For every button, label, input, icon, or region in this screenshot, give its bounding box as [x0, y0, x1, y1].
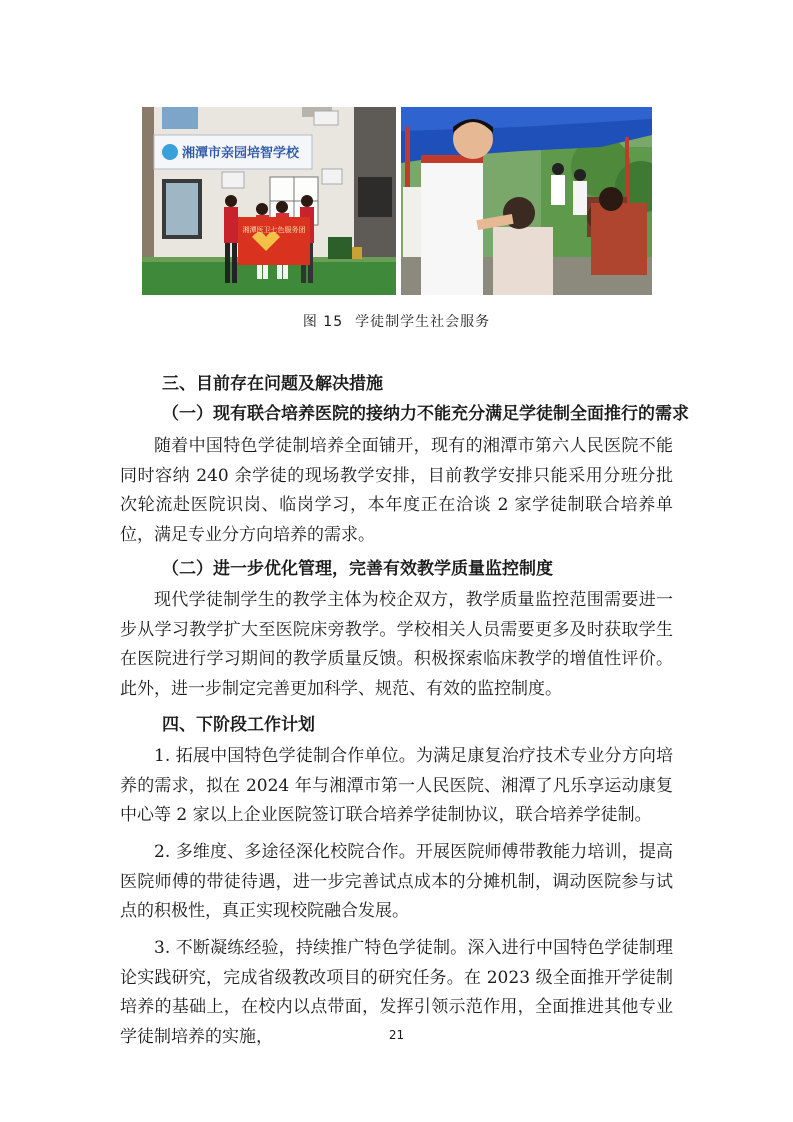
section-3-1-paragraph: 随着中国特色学徒制培养全面铺开，现有的湘潭市第六人民医院不能同时容纳 240 余学徒的现场教学安排，目前教学安排只能采用分班分批次轮流赴医院识岗、临岗学习，本年度正在洽谈 2 家学徒制联合培养单位，满足专业分方向培养的需求。 [120, 436, 673, 545]
page-number: 21 [388, 1028, 405, 1042]
figure-caption [0, 311, 793, 331]
photo-community-service [401, 107, 652, 295]
plan-item-2: 2. 多维度、多途径深化校院合作。开展医院师傅带教能力培训，提高医院师傅的带徒待遇，进一步完善试点成本的分摊机制，调动医院参与试点的积极性，真正实现校院融合发展。 [120, 842, 673, 921]
section-4-heading: 四、下阶段工作计划 [162, 715, 315, 735]
section-3-heading: 三、目前存在问题及解决措施 [162, 374, 383, 394]
section-3-2-heading: （二）进一步优化管理，完善有效教学质量监控制度 [162, 559, 553, 579]
plan-item-1: 1. 拓展中国特色学徒制合作单位。为满足康复治疗技术专业分方向培养的需求，拟在 2024 年与湘潭市第一人民医院、湘潭了凡乐享运动康复中心等 2 家以上企业医院签订联合培养学徒制协议，联合培养学徒制。 [120, 746, 673, 825]
banner-text: 湘潭医卫七色服务团 [242, 226, 306, 234]
section-3-1-heading: （一）现有联合培养医院的接纳力不能充分满足学徒制全面推行的需求 [162, 404, 689, 424]
school-sign-text: 湘潭市亲园培智学校 [182, 146, 300, 161]
section-3-2-paragraph: 现代学徒制学生的教学主体为校企双方，教学质量监控范围需要进一步从学习教学扩大至医院床旁教学。学校相关人员需要更多及时获取学生在医院进行学习期间的教学质量反馈。积极探索临床教学的增值性评价。此外，进一步制定完善更加科学、规范、有效的监控制度。 [120, 590, 673, 699]
plan-item-3: 3. 不断凝练经验，持续推广特色学徒制。深入进行中国特色学徒制理论实践研究，完成省级教改项目的研究任务。在 2023 级全面推开学徒制培养的基础上，在校内以点带面，发挥引领示范作用，全面推进其他专业学徒制培养的实施， [120, 938, 673, 1047]
figure-caption-text: 学徒制学生社会服务 [355, 314, 491, 330]
figure-number: 图 15 [302, 314, 344, 330]
photo-school-volunteers [142, 107, 396, 295]
